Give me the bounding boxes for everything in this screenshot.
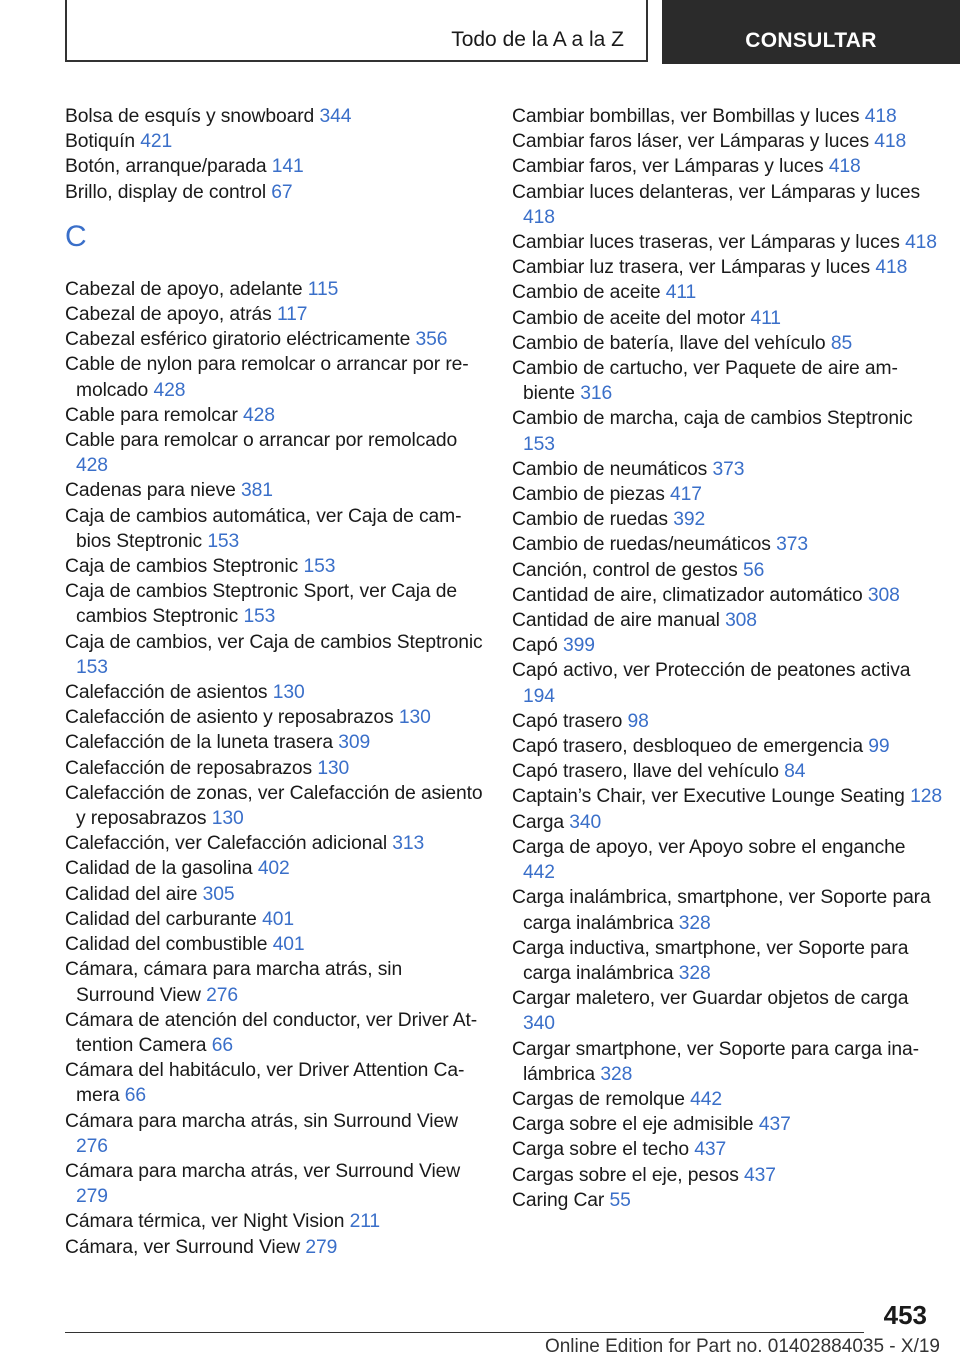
index-entry [65,403,485,428]
entry-text: Cambio de batería, llave del vehículo [512,332,826,354]
page-link[interactable]: 411 [750,307,781,329]
index-entry [512,104,942,129]
index-entry [512,306,942,331]
index-entry [512,1163,942,1188]
index-entry [65,1109,485,1159]
page-link[interactable]: 340 [569,811,602,833]
page-link[interactable]: 84 [784,761,806,783]
index-entry [65,907,485,932]
page-link[interactable]: 130 [398,707,431,729]
page-link[interactable]: 279 [76,1186,108,1208]
entry-text: Cámara para marcha atrás, sin Surround View [65,1110,458,1132]
page-link[interactable]: 153 [243,606,276,628]
entry-text: Calefacción de reposabrazos [65,757,313,779]
entry-text: Cámara de atención del conductor, ver Driver Attention Camera [65,1009,478,1056]
page-link[interactable]: 153 [303,556,336,578]
index-entry [65,554,485,579]
page-link[interactable]: 418 [875,257,908,279]
page-link[interactable]: 328 [600,1063,633,1085]
page-link[interactable]: 421 [140,131,173,153]
index-entry [65,932,485,957]
entry-text: Botón, arranque/parada [65,156,267,178]
index-entry [512,180,942,230]
entry-text: Cámara del habitáculo, ver Driver Attention Camera [65,1060,465,1107]
entry-text: Calidad del carburante [65,908,257,930]
entry-text: Cable para remolcar [65,404,238,426]
index-entry [512,835,942,885]
page-link[interactable]: 399 [562,635,595,657]
index-entry [512,658,942,708]
page-link[interactable]: 153 [207,530,240,552]
entry-text: Calefacción de asiento y reposabrazos [65,707,394,729]
section-title: Todo de la A a la Z [451,28,624,51]
page-link[interactable]: 66 [124,1085,147,1107]
index-entry [512,1087,942,1112]
page-link[interactable]: 411 [665,282,697,304]
page-link[interactable]: 442 [690,1088,723,1110]
page-number: 453 [883,1300,927,1330]
entries-c-right [512,104,942,1213]
index-entry [512,507,942,532]
index-entry [65,957,485,1007]
entry-text: Calefacción, ver Calefacción adicional [65,833,388,855]
entry-text: Cantidad de aire manual [512,610,720,632]
page-link[interactable]: 194 [523,685,555,707]
index-entry [512,482,942,507]
entry-text: Cadenas para nieve [65,480,236,502]
page-link[interactable]: 130 [211,808,244,830]
page-link[interactable]: 308 [867,584,900,606]
page-link[interactable]: 402 [257,858,290,880]
index-entry [512,885,942,935]
page-link[interactable]: 85 [830,332,853,354]
page-link[interactable]: 373 [712,458,745,480]
entry-text: Cambiar luz trasera, ver Lámparas y luces [512,257,871,279]
page-link[interactable]: 418 [523,206,555,228]
index-entry [512,784,942,809]
index-entry [512,558,942,583]
page-link[interactable]: 437 [758,1114,791,1136]
page-link[interactable]: 98 [627,710,649,732]
entry-text: Cambiar luces delanteras, ver Lámparas y luces [512,181,920,203]
index-entry [512,457,942,482]
index-entry [512,406,942,456]
entry-text: Cámara, cámara para marcha atrás, sin Surround View [65,959,403,1006]
index-entry [65,579,485,629]
entry-text: Cámara térmica, ver Night Vision [65,1211,345,1233]
index-column-right [512,104,942,1213]
entry-text: Carga inductiva, smartphone, ver Soporte para carga inalámbrica [512,937,909,984]
index-entry [512,936,942,986]
page-link[interactable]: 141 [271,156,304,178]
entry-text: Carga sobre el techo [512,1139,689,1161]
entry-text: Caja de cambios Steptronic [65,556,299,578]
entry-text: Cabezal esférico giratorio eléctricamente [65,329,411,351]
index-entry [512,734,942,759]
index-entry [65,882,485,907]
entry-text: Cabezal de apoyo, adelante [65,278,303,300]
consultar-tab[interactable] [662,0,960,64]
index-entry [65,781,485,831]
page-link[interactable]: 153 [523,433,555,455]
index-entry [512,1188,942,1213]
page-link[interactable]: 344 [319,106,352,127]
entry-text: Cambio de ruedas [512,509,668,531]
page-link[interactable]: 308 [725,610,757,632]
page-link[interactable]: 373 [776,534,808,556]
entry-text: Calefacción de asientos [65,682,268,704]
page-link[interactable]: 381 [241,480,273,502]
index-entry [512,129,942,154]
page-link[interactable]: 305 [202,883,235,905]
index-entry [512,532,942,557]
index-entry [65,352,485,402]
page-link[interactable]: 418 [905,232,937,254]
index-entry [512,633,942,658]
index-entry [65,180,485,205]
entry-text: Carga sobre el eje admisible [512,1114,754,1136]
entry-text: Cable para remolcar o arrancar por remolcado [65,430,458,452]
index-entry [65,129,485,154]
entry-text: Cámara, ver Surround View [65,1236,301,1258]
page-link[interactable]: 356 [415,329,448,351]
index-entry [65,1235,485,1260]
index-entry [512,280,942,305]
page-link[interactable]: 99 [868,736,890,758]
index-entry [512,1137,942,1162]
entry-text: Cargar smartphone, ver Soporte para carga inalámbrica [512,1038,920,1085]
index-entry [512,986,942,1036]
page-link[interactable]: 117 [276,304,308,326]
index-entry [65,705,485,730]
page-link[interactable]: 392 [673,509,706,531]
page-link[interactable]: 417 [670,484,702,506]
page-link[interactable]: 279 [305,1236,338,1258]
index-entry [512,331,942,356]
index-entry [65,730,485,755]
index-entry [65,1008,485,1058]
index-entry [65,327,485,352]
index-entry [65,428,485,478]
page-link[interactable]: 437 [694,1139,727,1161]
entry-text: Cambio de aceite [512,282,661,304]
entry-text: Cambio de cartucho, ver Paquete de aire ambiente [512,358,898,405]
page-link[interactable]: 276 [206,984,238,1006]
entry-text: Cargas de remolque [512,1088,685,1110]
entry-text: Captain’s Chair, ver Executive Lounge Seating [512,786,905,808]
index-entry [65,856,485,881]
page-link[interactable]: 67 [271,181,293,203]
page-link[interactable]: 428 [153,379,186,401]
entry-text: Cambiar bombillas, ver Bombillas y luces [512,106,860,127]
entry-text: Cambiar luces traseras, ver Lámparas y luces [512,232,900,254]
index-entry [512,230,942,255]
page-link[interactable]: 309 [338,732,371,754]
index-entry [512,709,942,734]
entry-text: Brillo, display de control [65,181,267,203]
page-link[interactable]: 340 [523,1013,555,1035]
entry-text: Cabezal de apoyo, atrás [65,304,272,326]
page-link[interactable]: 211 [349,1211,381,1233]
page-link[interactable]: 401 [272,934,305,956]
page-link[interactable]: 153 [76,656,108,678]
entry-text: Cargas sobre el eje, pesos [512,1164,739,1186]
entry-text: Calefacción de zonas, ver Calefacción de asiento y reposabrazos [65,782,483,830]
page-link[interactable]: 55 [609,1189,631,1211]
entry-text: Caja de cambios Steptronic Sport, ver Caja de cambios Steptronic [65,581,458,628]
index-entry [512,583,942,608]
entry-text: Botiquín [65,131,135,153]
entries-b [65,104,485,205]
index-entry [512,356,942,406]
entry-text: Calidad de la gasolina [65,858,253,880]
page-link[interactable]: 401 [262,908,294,930]
footer-divider [65,1332,864,1333]
index-entry [65,831,485,856]
entry-text: Canción, control de gestos [512,559,738,581]
index-entry [65,630,485,680]
entry-text: Cambiar faros, ver Lámparas y luces [512,156,824,178]
index-entry [65,504,485,554]
page-link[interactable]: 437 [744,1164,776,1186]
entry-text: Bolsa de esquís y snowboard [65,106,315,127]
entry-text: Cantidad de aire, climatizador automático [512,584,863,606]
entry-text: Capó trasero [512,710,623,732]
index-entry [512,1112,942,1137]
page-link[interactable]: 328 [678,962,711,984]
page-link[interactable]: 130 [317,757,350,779]
page-link[interactable]: 328 [678,912,711,934]
index-entry [65,478,485,503]
header-box [65,0,648,62]
index-entry [65,1159,485,1209]
index-entry [65,1209,485,1234]
index-entry [512,255,942,280]
page-link[interactable]: 418 [828,156,861,178]
page-link[interactable]: 428 [243,404,275,426]
entry-text: Cable de nylon para remolcar o arrancar por remolcado [65,354,469,401]
entry-text: Caja de cambios automática, ver Caja de cambios Steptronic [65,505,462,552]
consultar-tab-label: CONSULTAR [745,29,877,52]
entry-text: Capó trasero, llave del vehículo [512,761,779,783]
entry-text: Carga de apoyo, ver Apoyo sobre el enganche [512,836,906,858]
page-link[interactable]: 128 [910,786,942,808]
entries-c-left [65,277,485,1260]
page-link[interactable]: 316 [580,383,613,405]
entry-text: Cambio de ruedas/neumáticos [512,534,771,556]
letter-heading-c: C [65,219,87,253]
page-link[interactable]: 115 [307,278,339,300]
entry-text: Calidad del combustible [65,934,268,956]
index-entry [65,104,485,129]
page-link[interactable]: 276 [76,1135,108,1157]
index-entry [65,277,485,302]
entry-text: Cambio de aceite del motor [512,307,746,329]
page-link[interactable]: 66 [211,1034,233,1056]
page-link[interactable]: 428 [76,455,108,477]
entry-text: Caja de cambios, ver Caja de cambios Steptronic [65,631,483,653]
page-link[interactable]: 418 [874,131,907,153]
index-entry [65,302,485,327]
index-entry [512,608,942,633]
page-link[interactable]: 418 [864,106,897,127]
page-link[interactable]: 56 [742,559,765,581]
entry-text: Cambiar faros láser, ver Lámparas y luces [512,131,870,153]
entry-text: Calefacción de la luneta trasera [65,732,333,754]
entry-text: Capó [512,635,558,657]
index-entry [512,154,942,179]
index-entry [65,154,485,179]
index-entry [65,680,485,705]
index-column-left [65,104,485,1260]
footer-edition: Online Edition for Part no. 01402884035 - X/19 [544,1336,940,1357]
entry-text: Capó trasero, desbloqueo de emergencia [512,736,863,758]
index-entry [512,810,942,835]
entry-text: Cargar maletero, ver Guardar objetos de carga [512,988,909,1010]
page-link[interactable]: 130 [272,682,305,704]
entry-text: Carga [512,811,565,833]
entry-text: Cámara para marcha atrás, ver Surround View [65,1160,461,1182]
index-entry [512,759,942,784]
page-link[interactable]: 313 [392,833,425,855]
entry-text: Cambio de neumáticos [512,458,708,480]
entry-text: Capó activo, ver Protección de peatones activa [512,660,911,682]
index-entry [512,1037,942,1087]
page-link[interactable]: 442 [523,862,555,884]
index-entry [65,756,485,781]
entry-text: Cambio de piezas [512,484,665,506]
entry-text: Calidad del aire [65,883,198,905]
index-entry [65,1058,485,1108]
entry-text: Carga inalámbrica, smartphone, ver Soporte para carga inalámbrica [512,887,931,934]
entry-text: Caring Car [512,1189,605,1211]
entry-text: Cambio de marcha, caja de cambios Steptronic [512,408,913,430]
